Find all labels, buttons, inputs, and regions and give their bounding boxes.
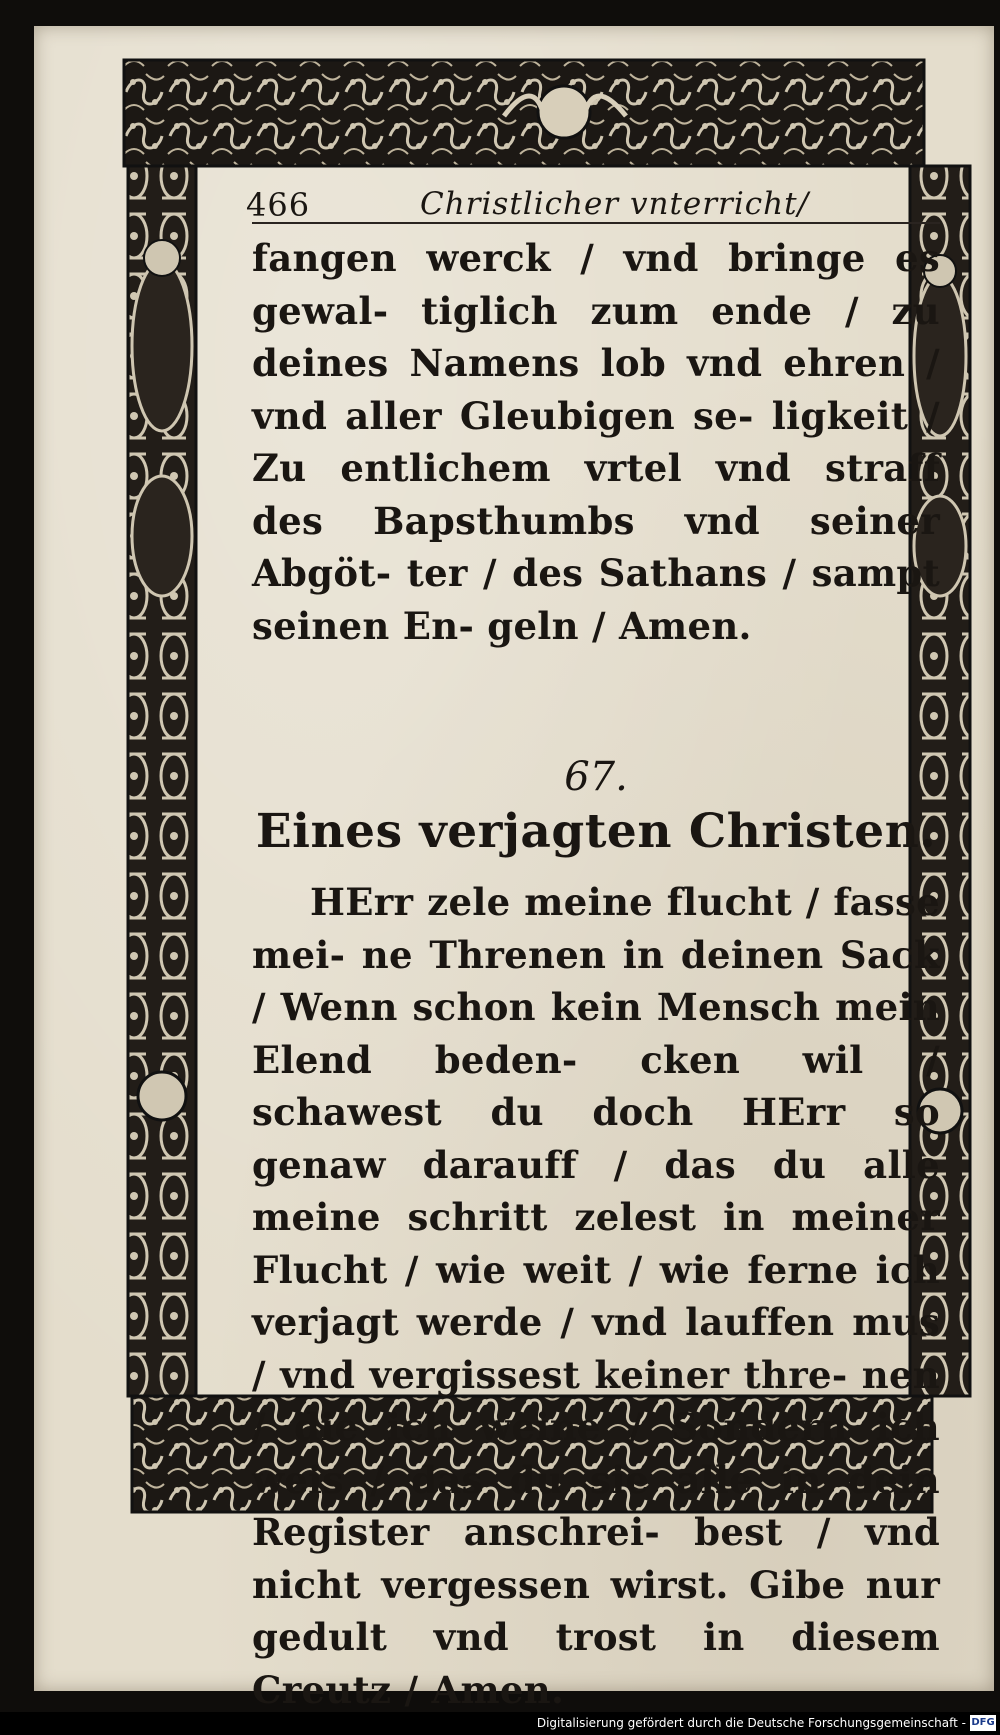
top-ornament-band	[124, 60, 924, 166]
prayer-paragraph: HErr zele meine flucht / fasse mei- ne Threnen in deinen Sack / Wenn schon kein Mensch mein Elend beden- cken wil / schawest du doch HErr so genaw darauff / das du alle meine schritt zelest in meiner Flucht / wie weit / wie ferne ich verjagt werde / vnd lauffen mus / vnd vergissest keiner thre- nen / die ich weine / Sondern ich weis / das du sie alle in dein Register anschrei- best / vnd nicht vergessen wirst. Gibe nur gedult vnd trost in diesem Creutz / Amen.	[252, 880, 940, 1712]
running-head	[246, 180, 940, 224]
cherub-head	[538, 86, 590, 138]
footer-bar	[0, 1712, 1000, 1735]
left-evangelist-figure	[132, 261, 192, 431]
prayer-number: 67.	[564, 754, 628, 800]
left-angel-figure	[132, 476, 192, 596]
prayer-title: Eines verjagten Christen.	[255, 804, 937, 859]
footer-credit: Digitalisierung gefördert durch die Deutsche Forschungsgemeinschaft -	[536, 1716, 966, 1730]
dfg-logo: DFG	[970, 1715, 996, 1731]
continuation-paragraph: fangen werck / vnd bringe es gewal- tiglich zum ende / zu deines Namens lob vnd ehren / vnd aller Gleubigen se- ligkeit / Zu entlichem vrtel vnd straff des Bapsthumbs vnd seiner Abgöt- ter / des Sathans / sampt seinen En- geln / Amen.	[252, 236, 940, 648]
page-number: 466	[246, 186, 311, 224]
text-block	[246, 176, 940, 1712]
book-page	[34, 26, 994, 1712]
left-shell-medallion	[138, 1072, 186, 1120]
running-title: Christlicher vnterricht/	[420, 186, 810, 222]
